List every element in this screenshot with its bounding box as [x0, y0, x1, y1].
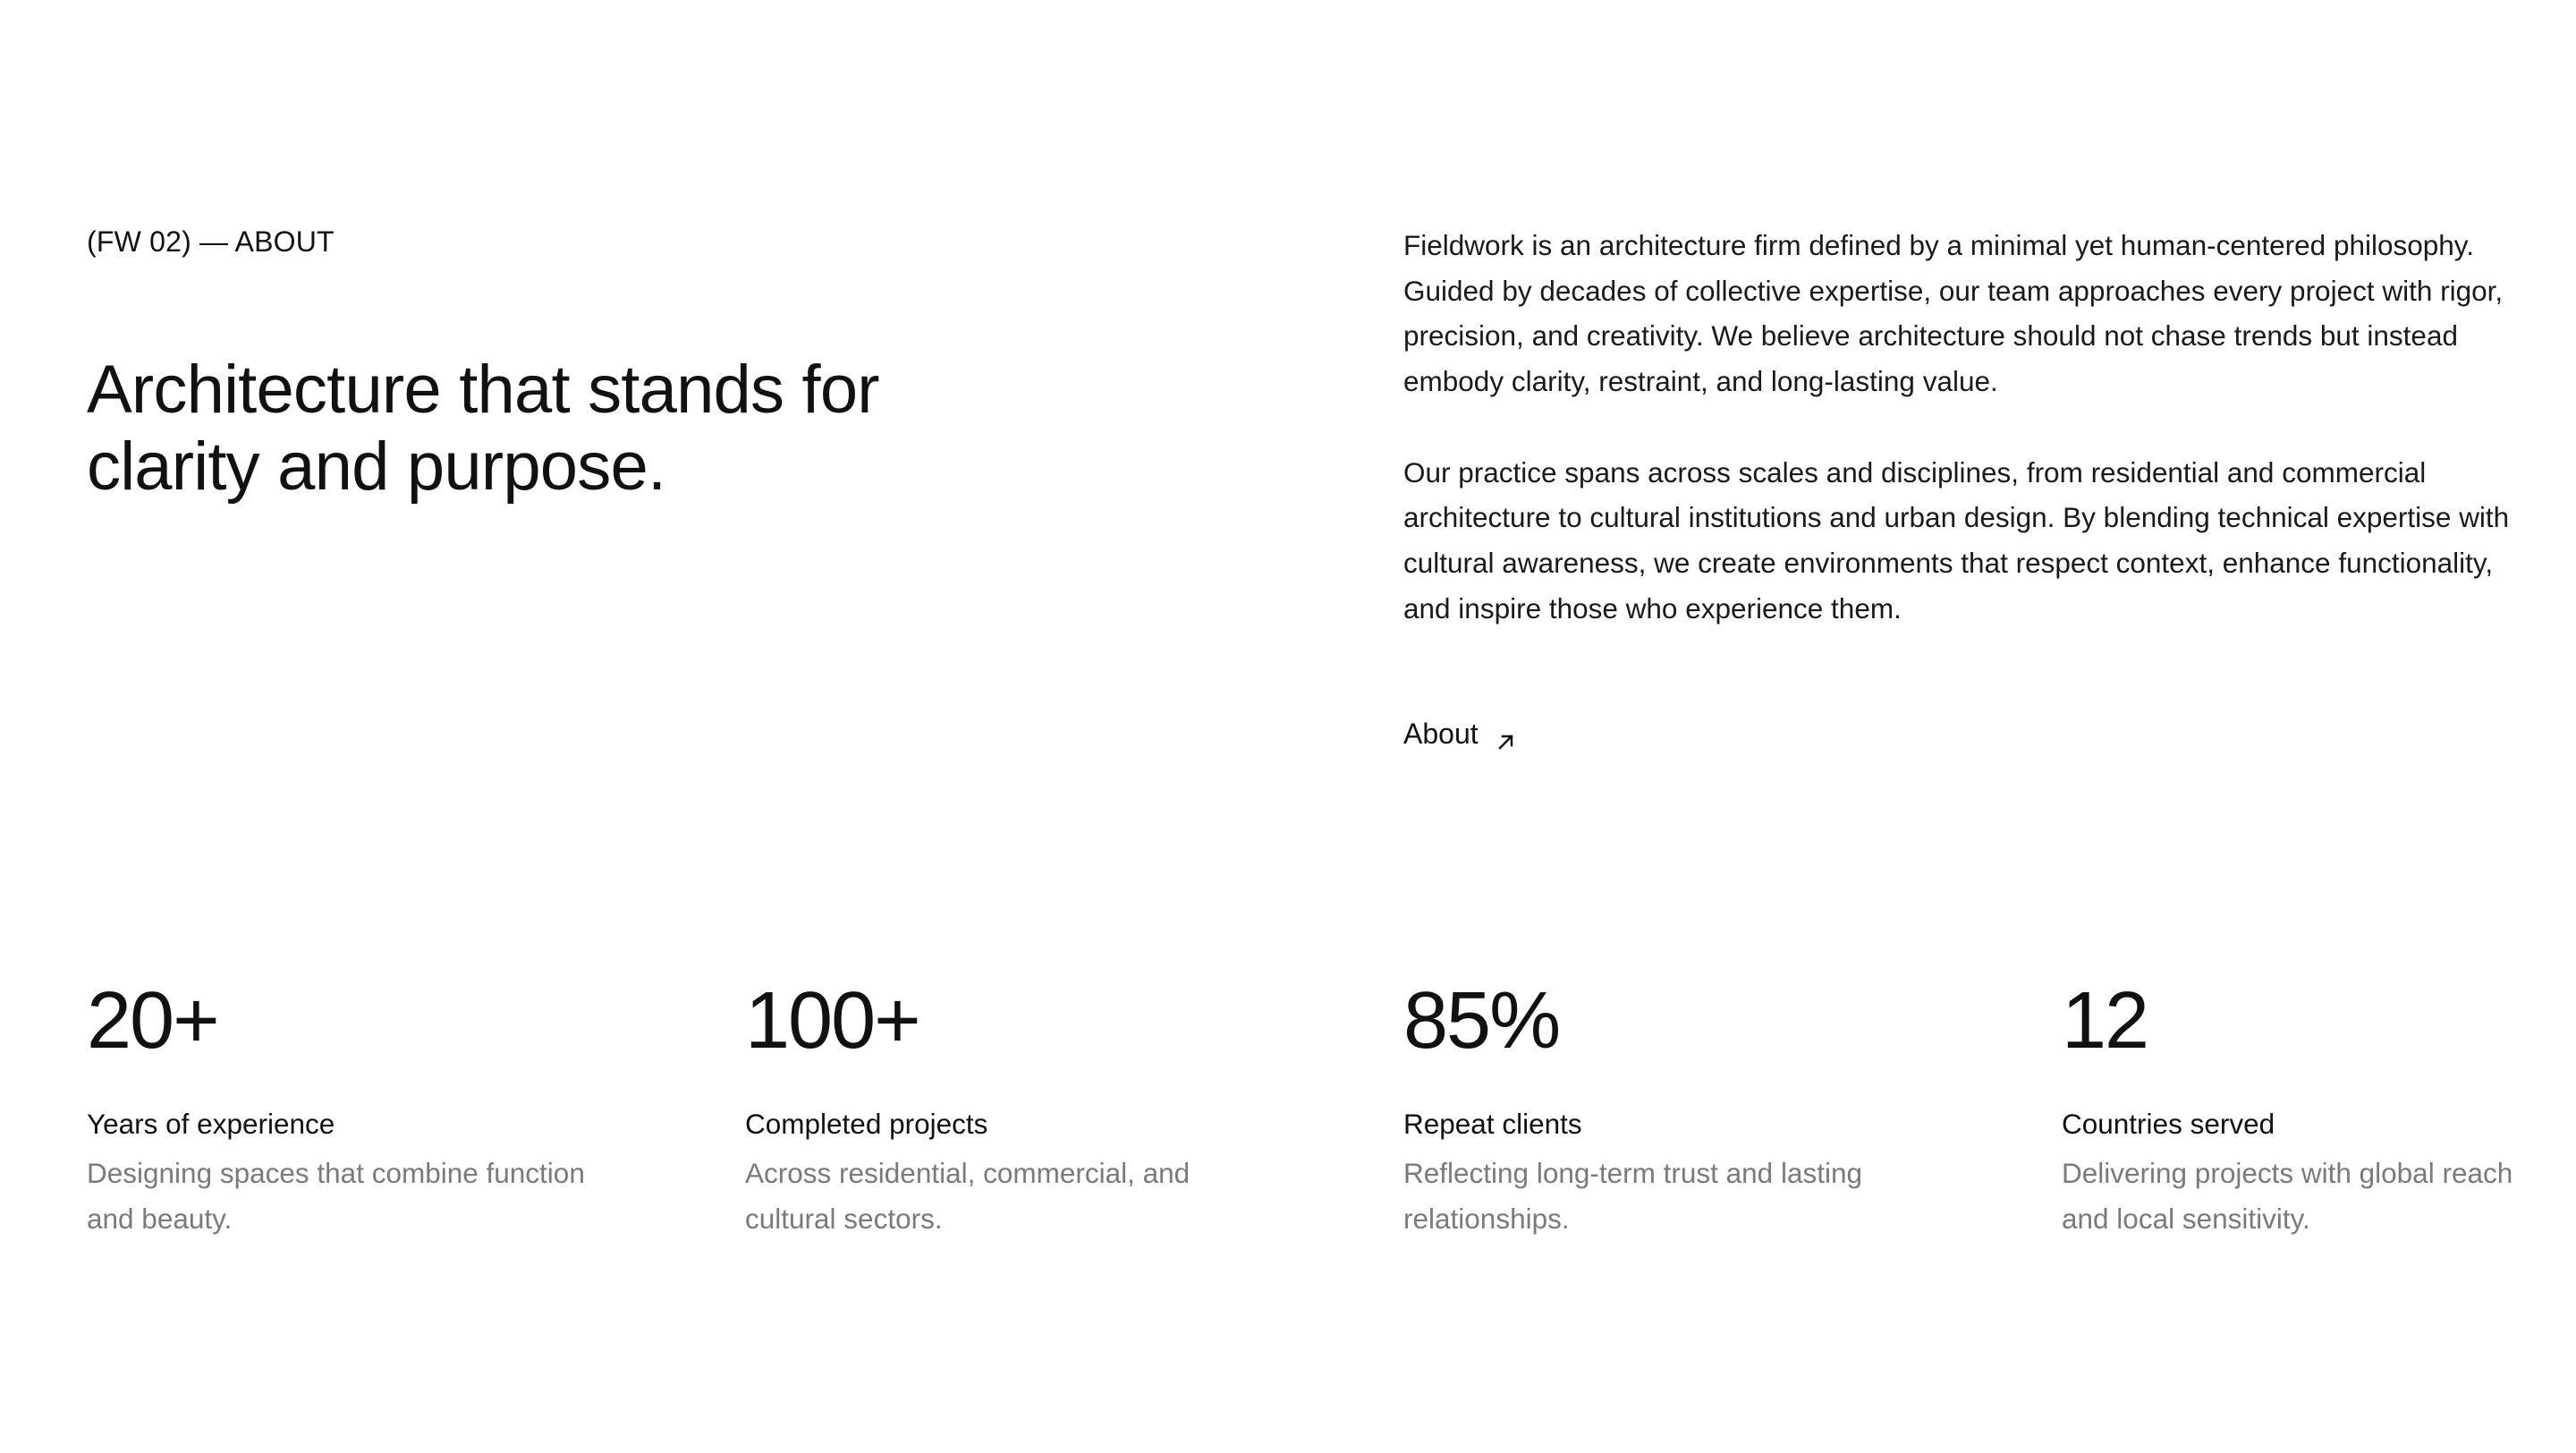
stat-value: 100+	[745, 976, 919, 1066]
stat-description: Reflecting long-term trust and lasting relationships.	[1403, 1157, 1862, 1235]
about-link[interactable]	[1403, 716, 1516, 752]
stat-label: Completed projects	[745, 1108, 988, 1140]
about-paragraph: Our practice spans across scales and disciplines, from residential and commercial architecture to cultural institutions and urban design. By blending technical expertise with cultural awareness, we create environments that respect context, enhance functionality, and inspire those who experience them.	[1403, 455, 2510, 625]
stat-description: Delivering projects with global reach and local sensitivity.	[2062, 1157, 2513, 1235]
stat-label: Countries served	[2062, 1108, 2275, 1140]
about-link-label: About	[1403, 718, 1479, 750]
page-title: Architecture that stands for clarity and purpose.	[87, 352, 879, 505]
stat-label: Years of experience	[87, 1108, 335, 1140]
stat-item	[2062, 971, 2576, 1242]
section-tag: (FW 02) — ABOUT	[87, 225, 335, 258]
arrow-up-right-icon	[1496, 724, 1516, 743]
stat-description: Designing spaces that combine function and beauty.	[87, 1157, 585, 1235]
stat-item	[87, 971, 745, 1242]
about-description	[1403, 223, 2512, 631]
stat-item	[1403, 971, 2062, 1242]
stat-value: 20+	[87, 976, 218, 1066]
about-paragraph: Fieldwork is an architecture firm defined by a minimal yet human-centered philosophy. Guided by decades of collective expertise, our team approaches every project with rigor, precision, and creativity. We believe architecture should not chase trends but instead embody clarity, restraint, and long-lasting value.	[1403, 229, 2504, 398]
stat-value: 85%	[1403, 976, 1560, 1066]
stat-item	[745, 971, 1403, 1242]
stat-value: 12	[2062, 976, 2148, 1066]
stat-description: Across residential, commercial, and cultural sectors.	[745, 1157, 1191, 1235]
stats-row	[87, 971, 2513, 1242]
stat-label: Repeat clients	[1403, 1108, 1582, 1140]
